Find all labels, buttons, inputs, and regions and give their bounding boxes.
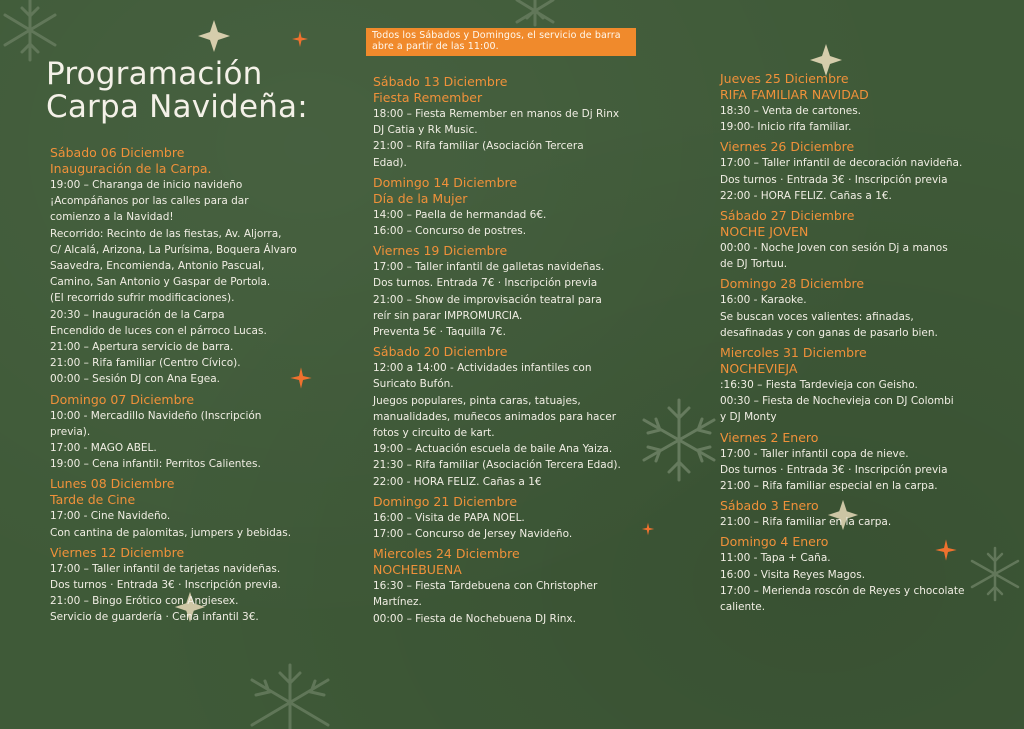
day-block [373,546,638,627]
day-block [50,476,345,540]
event-line: 21:00 – Rifa familiar (Centro Cívico). [50,357,241,370]
event-line: 17:00 - Taller infantil copa de nieve. [720,447,909,460]
day-block [373,74,638,171]
event-line: :16:30 – Fiesta Tardevieja con Geisho. [720,379,918,392]
event-line: 00:00 – Fiesta de Nochebuena DJ Rinx. [373,612,576,625]
event-line: 21:00 – Show de improvisación teatral para [373,293,602,306]
day-heading: Inauguración de la Carpa. [50,161,212,176]
event-line: reír sin parar IMPROMURCIA. [373,309,523,322]
day-block [720,498,995,530]
event-line: 21:00 – Apertura servicio de barra. [50,341,234,354]
event-line: 10:00 - Mercadillo Navideño (Inscripción [50,409,262,422]
day-heading: NOCHEBUENA [373,562,462,578]
event-line: Dos turnos · Entrada 3€ · Inscripción previa. [50,579,281,592]
day-heading: Tarde de Cine [50,492,136,508]
day-heading: Día de la Mujer [373,190,468,206]
day-heading: Sábado 20 Diciembre [373,344,508,360]
event-line: comienzo a la Navidad! [50,211,174,224]
event-line: 17:00 – Taller infantil de tarjetas navideñas. [50,562,281,575]
event-line: 16:00 – Visita de PAPA NOEL. [373,511,525,524]
day-heading: Domingo 28 Diciembre [720,276,865,292]
event-line: Recorrido: Recinto de las fiestas, Av. Aljorra, [50,227,282,240]
day-block [373,175,638,239]
event-line: Preventa 5€ · Taquilla 7€. [373,326,506,339]
event-line: Saavedra, Encomienda, Antonio Pascual, [50,260,265,273]
event-line: Dos turnos · Entrada 3€ · Inscripción previa [720,173,948,186]
event-line: 19:00- Inicio rifa familiar. [720,121,852,134]
schedule-column-1 [50,145,345,630]
day-heading: Viernes 19 Diciembre [373,243,508,259]
snowflake-icon [505,0,565,30]
day-block [720,345,995,426]
event-line: 21:00 – Rifa familiar (Asociación Tercera [373,140,584,153]
title-line: Carpa Navideña: [46,89,308,125]
day-heading: NOCHE JOVEN [720,224,809,240]
snowflake-icon [636,395,722,485]
event-line: DJ Catia y Rk Music. [373,124,478,137]
event-line: y DJ Monty [720,411,777,424]
event-line: C/ Alcalá, Arizona, La Purísima, Boquera Álvaro [50,243,297,256]
event-line: 14:00 – Paella de hermandad 6€. [373,208,547,221]
event-line: 17:00 - Cine Navideño. [50,510,171,523]
page-title [46,58,306,124]
event-line: Servicio de guardería · Cena infantil 3€. [50,611,259,624]
day-heading: Domingo 14 Diciembre [373,174,518,190]
day-heading: Miercoles 31 Diciembre [720,345,867,361]
schedule-column-3 [720,71,995,619]
bar-hours-notice: Todos los Sábados y Domingos, el servicio de barra abre a partir de las 11:00. [366,28,636,56]
event-line: 19:00 – Cena infantil: Perritos Calientes. [50,458,261,471]
day-block [720,430,995,495]
sparkle-icon [291,30,309,48]
event-line: 00:00 - Noche Joven con sesión Dj a manos [720,242,948,255]
day-heading: Domingo 21 Diciembre [373,493,518,509]
event-line: ¡Acompáñanos por las calles para dar [50,195,249,208]
day-block [373,494,638,542]
day-block [720,71,995,135]
event-line: (El recorrido sufrir modificaciones). [50,292,235,305]
event-line: 17:00 – Taller infantil de galletas navideñas. [373,261,605,274]
day-heading: Sábado 27 Diciembre [720,208,855,224]
event-line: 17:00 – Concurso de Jersey Navideño. [373,528,573,541]
event-line: 11:00 - Tapa + Caña. [720,552,831,565]
event-line: fotos y circuito de kart. [373,427,495,440]
event-line: 19:00 – Charanga de inicio navideño [50,179,243,191]
title-line: Programación [46,56,263,92]
day-block [50,545,345,626]
sparkle-icon [641,522,655,536]
day-heading: Sábado 13 Diciembre [373,74,508,89]
event-line: 00:00 – Sesión DJ con Ana Egea. [50,373,220,386]
day-heading: RIFA FAMILIAR NAVIDAD [720,87,869,102]
snowflake-icon [240,655,340,729]
event-line: 21:00 – Rifa familiar en la carpa. [720,516,892,529]
event-line: previa). [50,425,91,438]
event-line: Camino, San Antonio y Gaspar de Portola. [50,276,271,289]
day-block [373,243,638,340]
day-heading: NOCHEVIEJA [720,361,798,377]
event-line: 16:00 - Karaoke. [720,294,807,307]
event-line: 18:00 – Fiesta Remember en manos de Dj Rinx [373,108,620,120]
day-block [720,139,995,204]
event-line: 16:00 – Concurso de postres. [373,225,527,238]
event-line: desafinadas y con ganas de pasarlo bien. [720,326,938,339]
day-heading: Domingo 07 Diciembre [50,391,195,407]
event-line: Dos turnos · Entrada 3€ · Inscripción previa [720,463,948,476]
day-block [50,392,345,473]
star-icon [196,18,232,54]
event-line: caliente. [720,601,766,614]
event-line: Dos turnos. Entrada 7€ · Inscripción previa [373,277,598,290]
day-heading: Sábado 06 Diciembre [50,145,185,160]
day-heading: Jueves 25 Diciembre [720,71,849,86]
event-line: 17:00 - MAGO ABEL. [50,442,157,455]
day-heading: Viernes 2 Enero [720,429,819,445]
day-heading: Viernes 12 Diciembre [50,544,185,560]
day-block [50,145,345,388]
schedule-column-2 [373,74,638,631]
event-line: Martínez. [373,596,422,609]
event-line: 17:00 – Merienda roscón de Reyes y chocolate [720,584,965,597]
day-heading: Miercoles 24 Diciembre [373,546,520,562]
day-heading: Domingo 4 Enero [720,534,829,550]
event-line: manualidades, muñecos animados para hacer [373,410,617,423]
event-line: 16:00 - Visita Reyes Magos. [720,568,866,581]
day-heading: Lunes 08 Diciembre [50,476,175,492]
event-line: Suricato Bufón. [373,378,454,391]
event-line: Juegos populares, pinta caras, tatuajes, [373,394,581,407]
event-line: Edad). [373,156,407,169]
event-line: 21:30 – Rifa familiar (Asociación Tercera Edad). [373,459,621,472]
day-heading: Sábado 3 Enero [720,498,819,514]
day-block [720,534,995,615]
event-line: 22:00 - HORA FELIZ. Cañas a 1€ [373,475,542,488]
event-line: 12:00 a 14:00 - Actividades infantiles con [373,362,592,375]
event-line: 20:30 – Inauguración de la Carpa [50,308,225,321]
event-line: 21:00 – Bingo Erótico con Angiesex. [50,595,239,608]
event-line: 21:00 – Rifa familiar especial en la carpa. [720,480,938,493]
day-heading: Viernes 26 Diciembre [720,139,855,155]
event-line: 00:30 – Fiesta de Nochevieja con DJ Colombi [720,395,954,408]
event-line: Con cantina de palomitas, jumpers y bebidas. [50,526,292,539]
day-block [373,344,638,490]
event-line: 16:30 – Fiesta Tardebuena con Christopher [373,580,598,593]
day-block [720,276,995,341]
event-line: 22:00 - HORA FELIZ. Cañas a 1€. [720,189,892,202]
day-heading: Fiesta Remember [373,90,483,105]
event-line: 18:30 – Venta de cartones. [720,105,862,117]
event-line: 17:00 – Taller infantil de decoración navideña. [720,157,963,170]
event-line: de DJ Tortuu. [720,258,788,271]
event-line: Encendido de luces con el párroco Lucas. [50,324,267,337]
event-line: Se buscan voces valientes: afinadas, [720,310,914,323]
day-block [720,208,995,272]
event-line: 19:00 – Actuación escuela de baile Ana Yaiza. [373,443,613,456]
